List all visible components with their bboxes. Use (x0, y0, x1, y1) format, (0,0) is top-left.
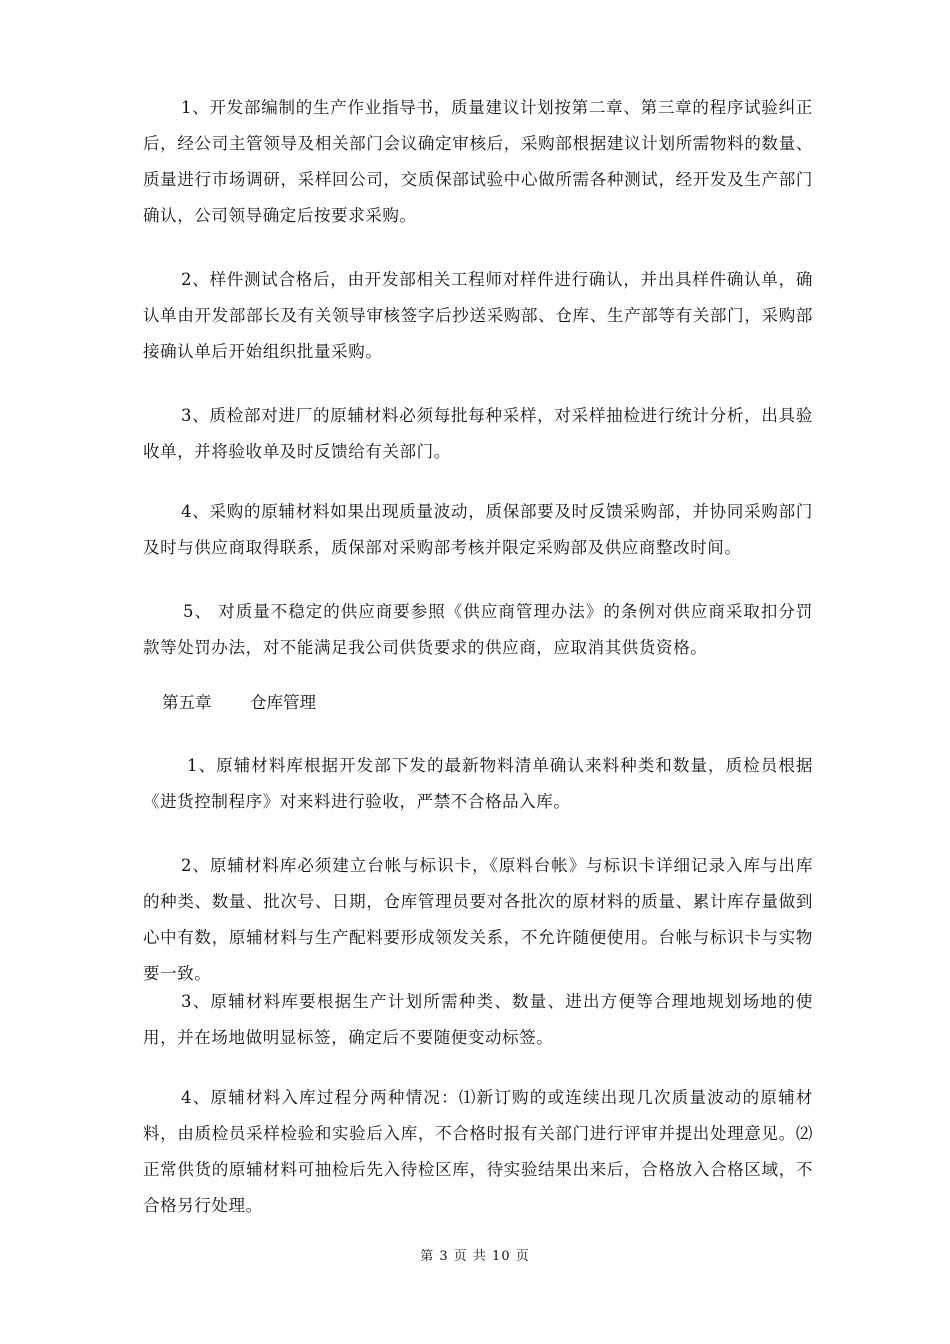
chapter-heading (162, 691, 316, 715)
chapter-title: 仓库管理 (250, 693, 316, 712)
chapter-number: 第五章 (162, 693, 212, 712)
chapter-paragraph-4: 4、原辅材料入库过程分两种情况：⑴新订购的或连续出现几次质量波动的原辅材料，由质检员采样检验和实验后入库，不合格时报有关部门进行评审并提出处理意见。⑵正常供货的原辅材料可抽检后先入待检区库，待实验结果出来后，合格放入合格区域，不合格另行处理。 (143, 1088, 813, 1215)
chapter-paragraph-2: 2、原辅材料库必须建立台帐与标识卡，《原料台帐》与标识卡详细记录入库与出库的种类、数量、批次号、日期，仓库管理员要对各批次的原材料的质量、累计库存量做到心中有数，原辅材料与生产配料要形成领发关系，不允许随便使用。台帐与标识卡与实物要一致。 (143, 856, 813, 983)
chapter-paragraph-1: 1、原辅材料库根据开发部下发的最新物料清单确认来料种类和数量，质检员根据《进货控制程序》对来料进行验收，严禁不合格品入库。 (143, 756, 813, 811)
page-footer: 第 3 页 共 10 页 (420, 1249, 530, 1264)
chapter-paragraph-3: 3、原辅材料库要根据生产计划所需种类、数量、进出方便等合理地规划场地的使用，并在场地做明显标签，确定后不要随便变动标签。 (143, 992, 813, 1047)
paragraph-1: 1、开发部编制的生产作业指导书，质量建议计划按第二章、第三章的程序试验纠正后，经公司主管领导及相关部门会议确定审核后，采购部根据建议计划所需物料的数量、质量进行市场调研，采样回公司，交质保部试验中心做所需各种测试，经开发及生产部门确认，公司领导确定后按要求采购。 (143, 98, 813, 225)
paragraph-5: 5、 对质量不稳定的供应商要参照《供应商管理办法》的条例对供应商采取扣分罚款等处罚办法，对不能满足我公司供货要求的供应商，应取消其供货资格。 (143, 602, 813, 657)
paragraph-4: 4、采购的原辅材料如果出现质量波动，质保部要及时反馈采购部，并协同采购部门及时与供应商取得联系，质保部对采购部考核并限定采购部及供应商整改时间。 (143, 502, 813, 557)
paragraph-3: 3、质检部对进厂的原辅材料必须每批每种采样，对采样抽检进行统计分析，出具验收单，并将验收单及时反馈给有关部门。 (143, 406, 813, 461)
paragraph-2: 2、样件测试合格后，由开发部相关工程师对样件进行确认，并出具样件确认单，确认单由开发部部长及有关领导审核签字后抄送采购部、仓库、生产部等有关部门，采购部接确认单后开始组织批量采购。 (143, 270, 813, 361)
